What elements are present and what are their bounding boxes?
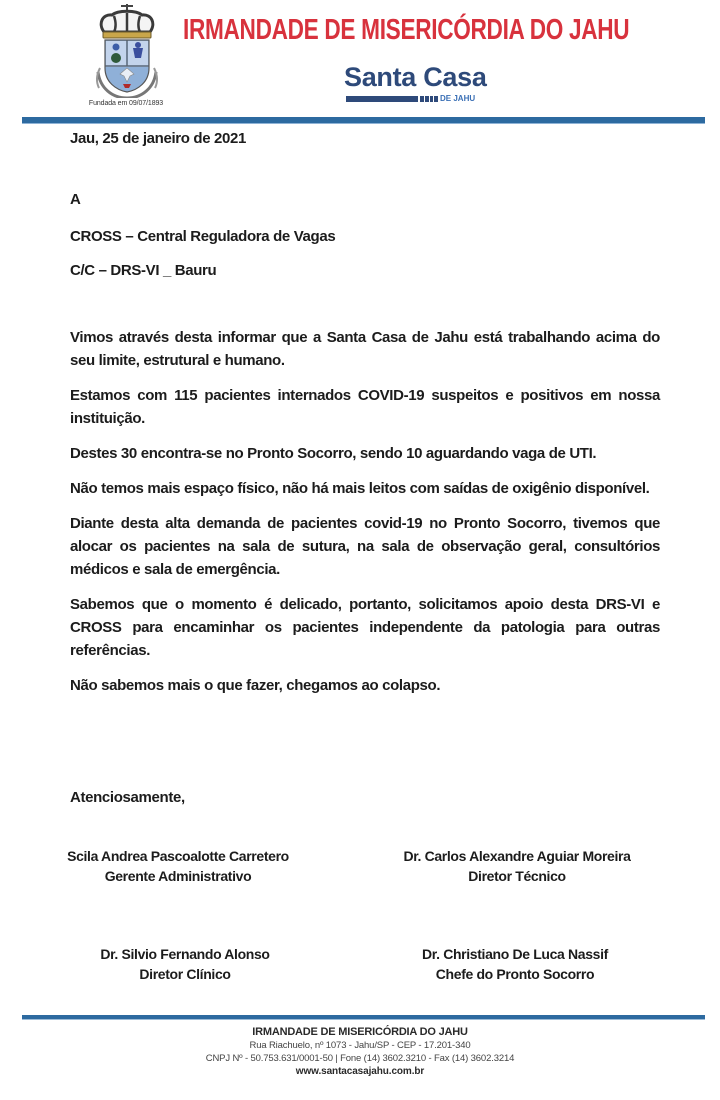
footer-website-link[interactable]: www.santacasajahu.com.br (295, 1066, 425, 1077)
brand-logo-text: Santa Casa (344, 62, 487, 92)
signatory-title: Gerente Administrativo (104, 868, 252, 884)
paragraph: Destes 30 encontra-se no Pronto Socorro, sendo 10 aguardando vaga de UTI. (70, 445, 597, 462)
signature-block (58, 846, 298, 886)
footer-contact: CNPJ Nº - 50.753.631/0001-50 | Fone (14) 3602.3210 - Fax (14) 3602.3214 (205, 1053, 515, 1064)
paragraph: Sabemos que o momento é delicado, portanto, solicitamos apoio desta DRS-VI e CROSS para encaminhar os pacientes independente da patologia para outras referências. (70, 596, 660, 659)
footer-address: Rua Riachuelo, nº 1073 - Jahu/SP - CEP - 17.201-340 (249, 1040, 471, 1051)
closing-salutation: Atenciosamente, (70, 789, 185, 806)
signatory-title: Diretor Técnico (468, 868, 566, 884)
signatory-name: Scila Andrea Pascoalotte Carretero (67, 848, 289, 864)
signature-block (382, 846, 652, 886)
recipient-line-2: C/C – DRS-VI _ Bauru (70, 262, 217, 279)
signatory-name: Dr. Christiano De Luca Nassif (422, 946, 608, 962)
recipient-line-1: CROSS – Central Reguladora de Vagas (70, 228, 336, 245)
brand-subtitle: DE JAHU (440, 94, 476, 103)
signatory-title: Chefe do Pronto Socorro (435, 966, 595, 982)
paragraph: Não sabemos mais o que fazer, chegamos ao colapso. (70, 677, 441, 694)
recipient-prefix: A (70, 191, 81, 208)
signatory-name: Dr. Silvio Fernando Alonso (100, 946, 270, 962)
coat-of-arms-crest-icon (90, 2, 164, 98)
brand-bar-decoration (346, 96, 418, 102)
paragraph: Estamos com 115 pacientes internados COVID-19 suspeitos e positivos em nossa instituição. (70, 387, 660, 427)
letterhead-footer (0, 1025, 720, 1078)
brand-stripes-decoration (420, 96, 438, 102)
letter-date: Jau, 25 de janeiro de 2021 (70, 130, 246, 147)
org-title: IRMANDADE DE MISERICÓRDIA DO JAHU (183, 14, 630, 46)
footer-org-name: IRMANDADE DE MISERICÓRDIA DO JAHU (252, 1026, 468, 1038)
paragraph: Diante desta alta demanda de pacientes covid-19 no Pronto Socorro, tivemos que alocar os pacientes na sala de sutura, na sala de observação geral, consultórios médicos e sala de emergência. (70, 515, 660, 578)
founded-date: Fundada em 09/07/1893 (88, 100, 164, 107)
signature-block (390, 944, 640, 984)
signatory-name: Dr. Carlos Alexandre Aguiar Moreira (403, 848, 631, 864)
paragraph: Não temos mais espaço físico, não há mais leitos com saídas de oxigênio disponível. (70, 480, 650, 497)
footer-divider (22, 1015, 705, 1019)
header-divider (22, 117, 705, 123)
paragraph: Vimos através desta informar que a Santa Casa de Jahu está trabalhando acima do seu limite, estrutural e humano. (70, 329, 660, 369)
letter-body (70, 326, 660, 709)
signatory-title: Diretor Clínico (139, 966, 231, 982)
signature-block (70, 944, 300, 984)
